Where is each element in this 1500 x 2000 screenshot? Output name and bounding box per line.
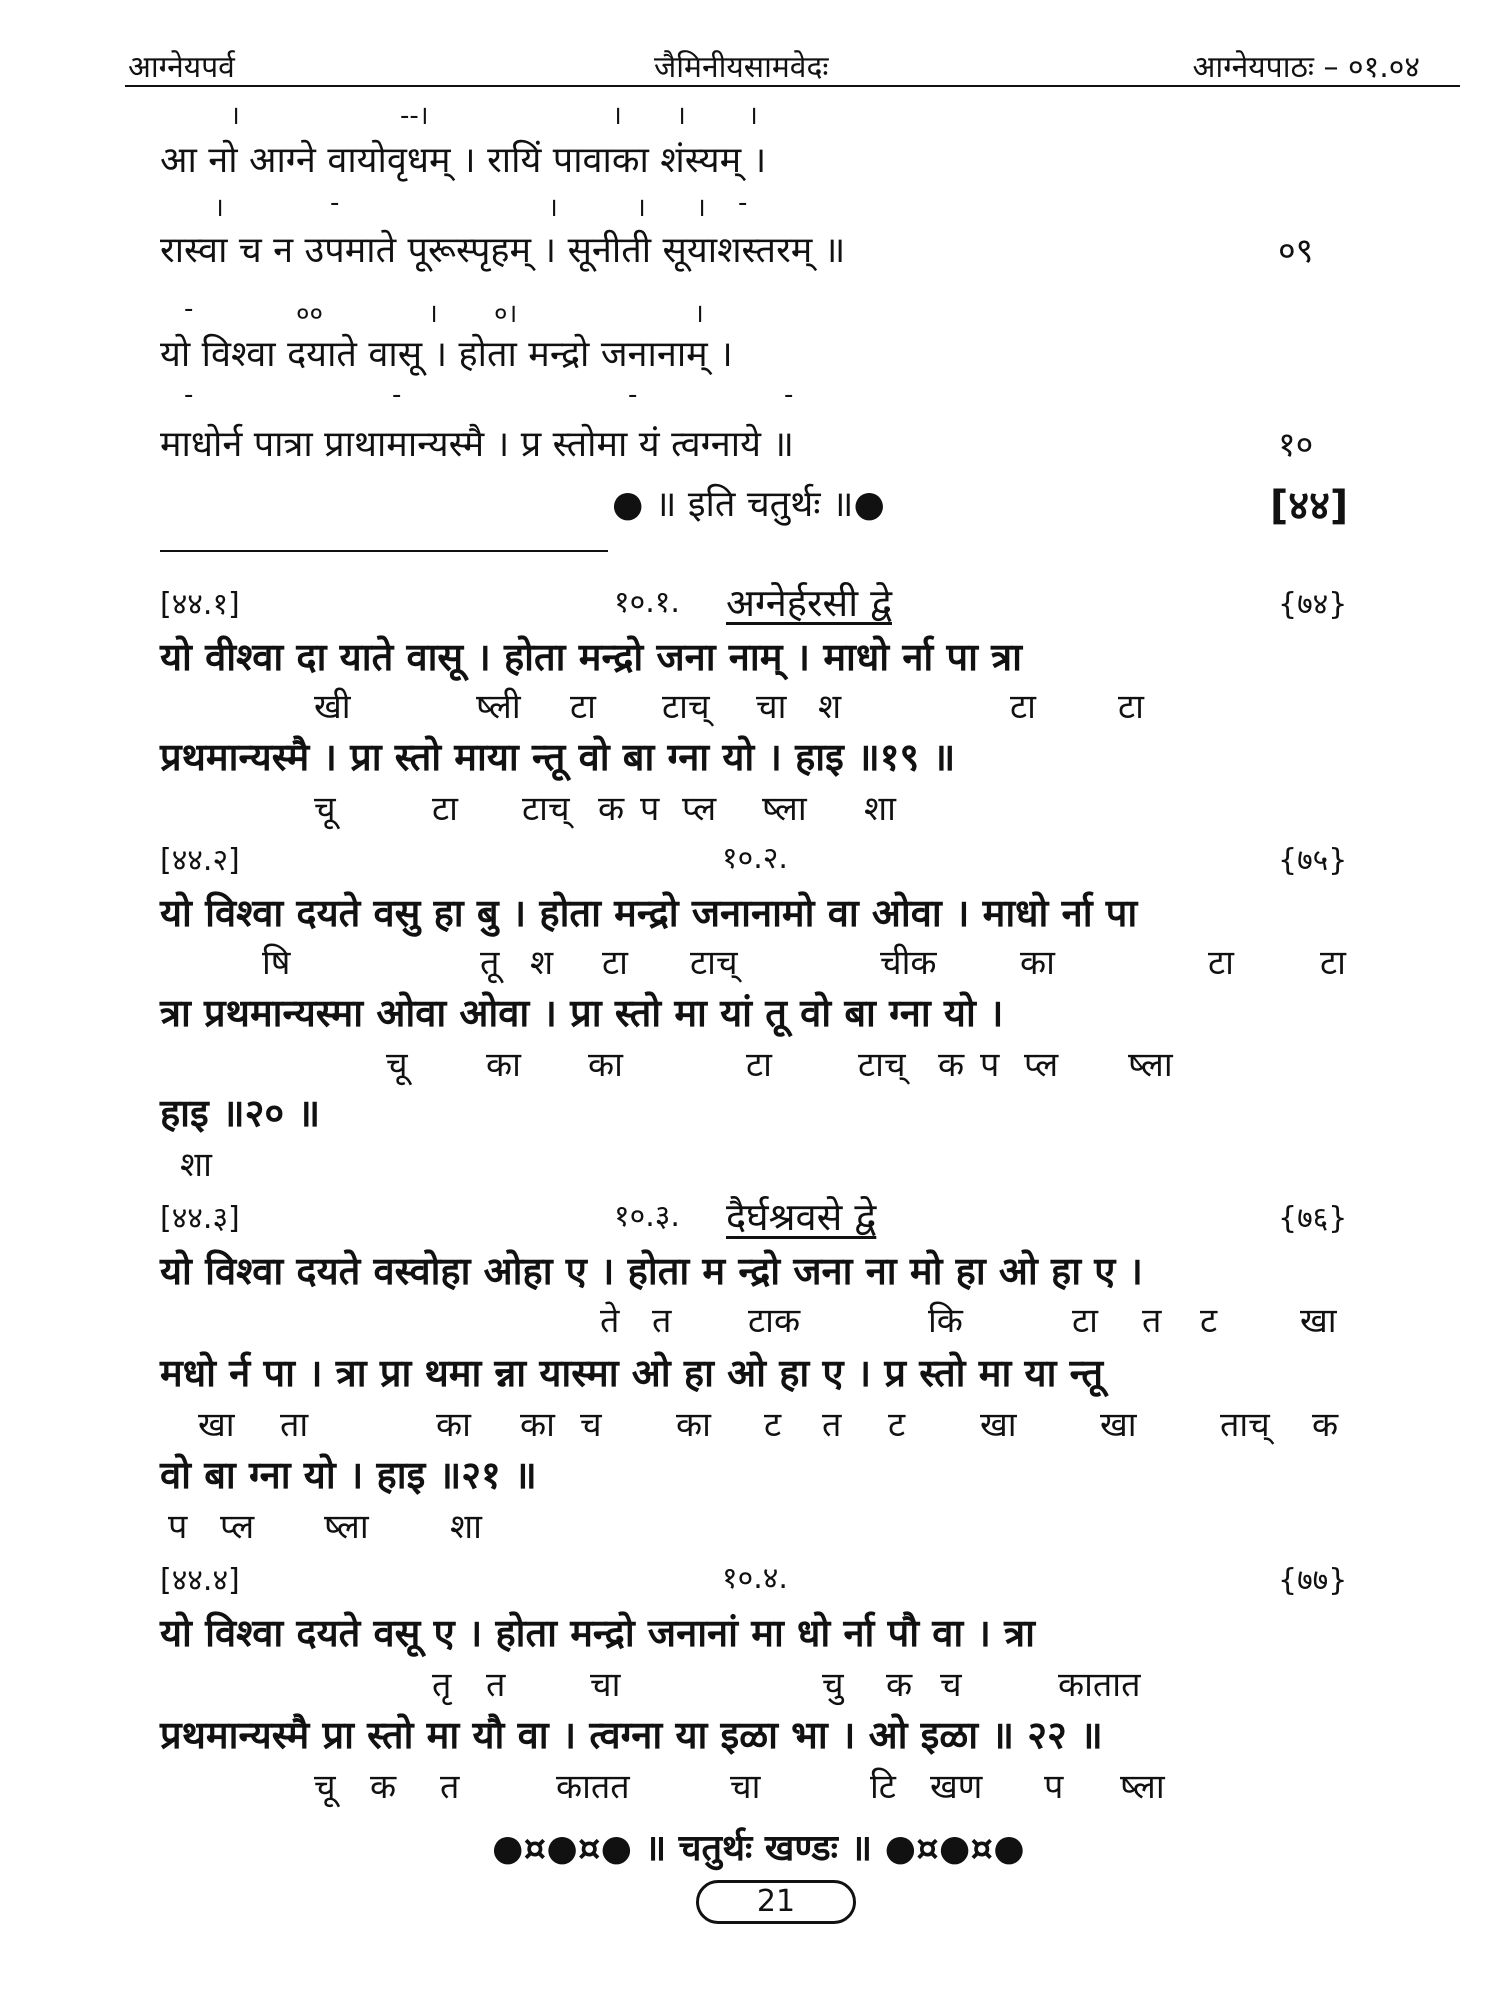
sub-syllable: ट	[888, 1405, 906, 1445]
sub-syllable: टा	[1010, 687, 1036, 727]
sub-syllable: चा	[730, 1767, 761, 1807]
sub-syllable: च	[940, 1665, 962, 1705]
song-line: प्रथमान्यस्मै । प्रा स्तो माया न्तू वो बा ग्ना यो । हाइ ॥१९ ॥	[160, 735, 956, 779]
sub-syllable: ट	[1200, 1301, 1218, 1341]
khanda-end: ●¤●¤● ॥ चतुर्थः खण्डः ॥ ●¤●¤●	[492, 1828, 1025, 1869]
song-line: यो विश्वा दयते वसू ए । होता मन्द्रो जनानां मा धो र्ना पौ वा । त्रा	[160, 1611, 1035, 1655]
sub-syllable: टाच्	[690, 943, 738, 983]
song-number: १०.२.	[722, 841, 788, 876]
sub-syllable-row	[0, 1400, 1500, 1445]
header-center: जैमिनीयसामवेदः	[654, 50, 829, 85]
sub-syllable: शा	[864, 789, 896, 829]
svara-mark: ।	[636, 193, 646, 223]
svara-mark: ००	[296, 299, 324, 329]
svara-mark: ।	[214, 193, 224, 223]
sub-syllable: ष्ला	[1128, 1045, 1173, 1085]
sub-syllable: ष्ला	[762, 789, 807, 829]
svara-mark: ।	[612, 101, 622, 131]
sub-syllable: च	[580, 1405, 602, 1445]
svara-marks-row	[0, 380, 1500, 410]
svara-mark: -	[184, 380, 194, 410]
sub-syllable: त	[486, 1665, 506, 1705]
svara-mark: -	[392, 380, 402, 410]
song-ref: [४४.२]	[160, 843, 240, 878]
sub-syllable: प्ल	[1024, 1045, 1059, 1085]
sub-syllable: टा	[602, 943, 628, 983]
sub-syllable: क	[938, 1045, 965, 1085]
section-count: [४४]	[1270, 483, 1349, 529]
sub-syllable: श	[530, 943, 554, 983]
sub-syllable: चू	[314, 1767, 336, 1807]
sub-syllable: त	[652, 1301, 672, 1341]
sub-syllable: प	[168, 1507, 188, 1547]
sub-syllable: कातात	[1058, 1665, 1141, 1705]
song-ref: [४४.४]	[160, 1563, 240, 1598]
sub-syllable: टाच्	[662, 687, 710, 727]
sub-syllable: प	[1044, 1767, 1064, 1807]
svara-mark: ।	[548, 193, 558, 223]
sub-syllable: का	[486, 1045, 521, 1085]
svara-mark: -	[738, 188, 748, 218]
sub-syllable-row	[0, 1040, 1500, 1085]
sub-syllable: टा	[1072, 1301, 1098, 1341]
svara-mark: -	[330, 188, 340, 218]
sub-syllable: खा	[198, 1405, 235, 1445]
song-line: यो वीश्वा दा याते वासू । होता मन्द्रो जना नाम् । माधो र्ना पा त्रा	[160, 635, 1022, 679]
song-line: यो विश्वा दयते वस्वोहा ओहा ए । होता म न्द्रो जना ना मो हा ओ हा ए ।	[160, 1249, 1143, 1293]
sub-syllable: चा	[756, 687, 787, 727]
song-name: अग्नेर्हरसी द्वे	[726, 581, 892, 625]
sub-syllable: टा	[432, 789, 458, 829]
sub-syllable: का	[1020, 943, 1055, 983]
sub-syllable: कि	[928, 1301, 963, 1341]
svara-mark: -	[784, 380, 794, 410]
section-divider	[160, 550, 608, 552]
sub-syllable: त	[1142, 1301, 1162, 1341]
sub-syllable: त	[822, 1405, 842, 1445]
song-count: {७६}	[1278, 1201, 1348, 1236]
song-count: {७४}	[1278, 587, 1348, 622]
sub-syllable: टाच्	[522, 789, 570, 829]
sub-syllable: षि	[262, 943, 291, 983]
sub-syllable: ताच्	[1220, 1405, 1270, 1445]
svara-mark: ।	[696, 193, 706, 223]
sub-syllable: क	[598, 789, 625, 829]
sub-syllable: ष्ली	[476, 687, 521, 727]
mantra-line: माधोर्न पात्रा प्राथामान्यस्मै । प्र स्तोमा यं त्वग्नाये ॥	[160, 424, 794, 465]
song-line: यो विश्वा दयते वसु हा बु । होता मन्द्रो जनानामो वा ओवा । माधो र्ना पा	[160, 891, 1138, 935]
song-line: त्रा प्रथमान्यस्मा ओवा ओवा । प्रा स्तो मा यां तू वो बा ग्ना यो ।	[160, 991, 1004, 1035]
sub-syllable: श	[818, 687, 842, 727]
sub-syllable: टाक	[748, 1301, 801, 1341]
song-ref: [४४.१]	[160, 587, 240, 622]
sub-syllable: प	[640, 789, 660, 829]
sub-syllable: चीक	[880, 943, 937, 983]
sub-syllable-row	[0, 784, 1500, 829]
sub-syllable-row	[0, 1296, 1500, 1341]
sub-syllable: चु	[822, 1665, 844, 1705]
sub-syllable: तृ	[432, 1665, 452, 1705]
song-name: दैर्घश्रवसे द्वे	[726, 1195, 877, 1239]
mantra-line: यो विश्वा दयाते वासू । होता मन्द्रो जनानाम् ।	[160, 334, 733, 375]
header-rule	[125, 85, 1460, 87]
svara-mark: -	[628, 380, 638, 410]
song-number: १०.१.	[614, 585, 680, 620]
sub-syllable: तू	[480, 943, 500, 983]
song-line: मधो र्न पा । त्रा प्रा थमा न्ना यास्मा ओ हा ओ हा ए । प्र स्तो मा या न्तू	[160, 1351, 1104, 1395]
sub-syllable: चू	[314, 789, 336, 829]
svara-mark: ०।	[494, 299, 518, 329]
svara-marks-row	[0, 188, 1500, 223]
song-count: {७७}	[1278, 1563, 1348, 1598]
sub-syllable: चा	[590, 1665, 621, 1705]
sub-syllable: प	[980, 1045, 1000, 1085]
sub-syllable: खण	[930, 1767, 983, 1807]
sub-syllable: का	[676, 1405, 711, 1445]
sub-syllable: खा	[1100, 1405, 1137, 1445]
sub-syllable-row	[0, 1762, 1500, 1807]
sub-syllable: क	[886, 1665, 913, 1705]
svara-mark: --।	[400, 101, 429, 131]
iti-chaturthah: ● ॥ इति चतुर्थः ॥●	[612, 484, 885, 525]
song-line: वो बा ग्ना यो । हाइ ॥२१ ॥	[160, 1453, 537, 1497]
sub-syllable: टा	[1320, 943, 1346, 983]
sub-syllable: क	[370, 1767, 397, 1807]
sub-syllable: ष्ला	[324, 1507, 369, 1547]
sub-syllable: शा	[180, 1145, 212, 1185]
header-left: आग्नेयपर्व	[128, 50, 235, 85]
svara-mark: -	[184, 294, 194, 324]
mantra-line: आ नो आग्ने वायोवृधम् । रायिं पावाका शंस्यम् ।	[160, 140, 767, 181]
sub-syllable-row	[0, 938, 1500, 983]
svara-mark: ।	[230, 101, 240, 131]
sub-syllable: खा	[980, 1405, 1017, 1445]
sub-syllable-row	[0, 1502, 1500, 1547]
sub-syllable: खी	[314, 687, 351, 727]
mantra-number: ०९	[1278, 231, 1314, 271]
sub-syllable: टा	[570, 687, 596, 727]
header-right: आग्नेयपाठः – ०१.०४	[1192, 50, 1420, 85]
svara-mark: ।	[676, 101, 686, 131]
sub-syllable: त	[440, 1767, 460, 1807]
song-line: प्रथमान्यस्मै प्रा स्तो मा यौ वा । त्वग्ना या इळा भा । ओ इळा ॥ २२ ॥	[160, 1713, 1103, 1757]
svara-mark: ।	[428, 299, 438, 329]
sub-syllable: प्ल	[682, 789, 717, 829]
sub-syllable: टि	[870, 1767, 896, 1807]
song-line: हाइ ॥२० ॥	[160, 1091, 321, 1135]
sub-syllable: ट	[764, 1405, 782, 1445]
song-number: १०.४.	[722, 1561, 788, 1596]
song-ref: [४४.३]	[160, 1201, 240, 1236]
sub-syllable: प्ल	[220, 1507, 255, 1547]
svara-marks-row	[0, 294, 1500, 329]
sub-syllable: का	[588, 1045, 623, 1085]
sub-syllable: ते	[600, 1301, 620, 1341]
sub-syllable: का	[520, 1405, 555, 1445]
sub-syllable-row	[0, 1660, 1500, 1705]
sub-syllable: टा	[1208, 943, 1234, 983]
sub-syllable: ष्ला	[1120, 1767, 1165, 1807]
sub-syllable: टा	[1118, 687, 1144, 727]
sub-syllable-row	[0, 1140, 1500, 1185]
song-count: {७५}	[1278, 843, 1348, 878]
sub-syllable: टाच्	[858, 1045, 906, 1085]
sub-syllable: चू	[386, 1045, 408, 1085]
sub-syllable: का	[436, 1405, 471, 1445]
sub-syllable-row	[0, 682, 1500, 727]
svara-mark: ।	[748, 101, 758, 131]
sub-syllable: ता	[280, 1405, 309, 1445]
mantra-line: रास्वा च न उपमाते पूरूस्पृहम् । सूनीती सूयाशस्तरम् ॥	[160, 230, 846, 271]
sub-syllable: क	[1312, 1405, 1339, 1445]
svara-mark: ।	[694, 299, 704, 329]
sub-syllable: कातत	[556, 1767, 630, 1807]
page-number: 21	[696, 1880, 856, 1924]
sub-syllable: शा	[450, 1507, 482, 1547]
sub-syllable: खा	[1300, 1301, 1337, 1341]
svara-marks-row	[0, 96, 1500, 131]
mantra-number: १०	[1278, 425, 1314, 465]
song-number: १०.३.	[614, 1199, 680, 1234]
sub-syllable: टा	[746, 1045, 772, 1085]
